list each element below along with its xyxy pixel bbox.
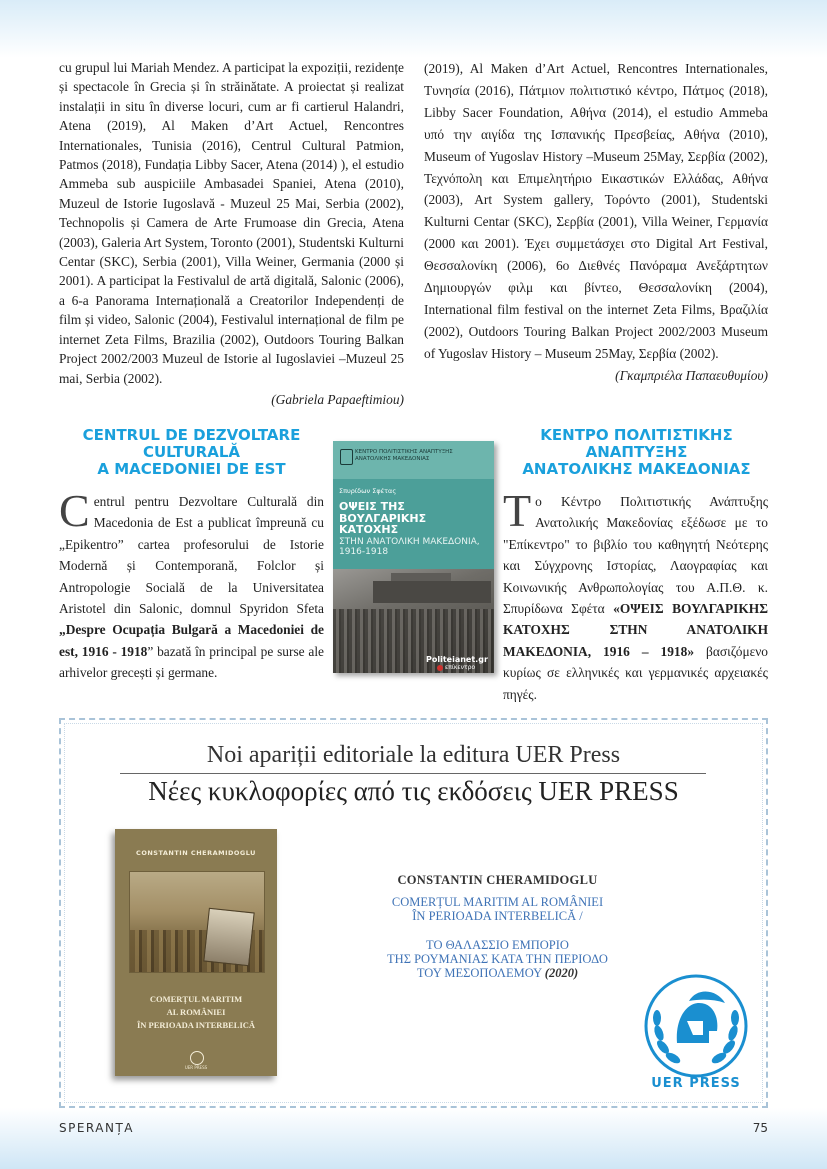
page-header-gradient bbox=[0, 0, 827, 58]
centre-ro-heading-line: CENTRUL DE DEZVOLTARE bbox=[82, 426, 301, 444]
drop-cap: C bbox=[59, 485, 90, 536]
book-info-title-line: ΤΗΣ ΡΟΥΜΑΝΙΑΣ ΚΑΤΑ ΤΗΝ ΠΕΡΙΟΔΟ bbox=[387, 952, 608, 966]
publisher-seal-icon bbox=[340, 449, 353, 465]
book-info-author: CONSTANTIN CHERAMIDOGLU bbox=[397, 873, 598, 887]
page-number: 75 bbox=[752, 1121, 768, 1135]
book-info-title-line: COMERȚUL MARITIM AL ROMÂNIEI bbox=[391, 895, 604, 909]
book-cover-title-line: AL ROMÂNIEI bbox=[166, 1007, 226, 1017]
book-cover-title bbox=[115, 993, 277, 1032]
book-info-year: (2020) bbox=[544, 966, 579, 980]
book-cover-title-line: ÎN PERIOADA INTERBELICĂ bbox=[136, 1020, 256, 1030]
book-cover-occupation bbox=[333, 441, 494, 673]
book-info-title-line: ÎN PERIOADA INTERBELICĂ / bbox=[412, 909, 583, 923]
announcement-divider bbox=[120, 773, 706, 774]
centre-gr-text-end: βασιζόμενο κυρίως σε ελληνικές και γερμανικές αρχειακές πηγές. bbox=[503, 643, 768, 702]
centre-ro-text: entrul pentru Dezvoltare Culturală din Macedonia de Est a publicat împreună cu „Epikentro” cartea profesorului de Istorie Modernă și Contemporană, Folclor și Antropologie Socială de la Universitatea Aristotel din Salonic, domnul Spyridon Sfeta bbox=[59, 494, 324, 617]
book-info-title-ro bbox=[340, 895, 655, 923]
book-info-title-line-last bbox=[340, 966, 655, 980]
centre-ro-heading-line: CULTURALĂ bbox=[142, 443, 240, 461]
page-footer-gradient bbox=[0, 1108, 827, 1169]
centre-ro-heading bbox=[59, 427, 324, 478]
article-ro-text: cu grupul lui Mariah Mendez. A participat la expoziții, rezidențe și spectacole în Grecia și în străinătate. A proiectat și realizat instalații in situ în diverse locuri, cum ar fi cartierul Halandri, Atena (2019), Al Maken d’Art Actuel, Rencontres Internationales, Tunisia (2016), Centrul Cultural Patmion, Patmos (2018), Fundația Libby Sacer, Atena (2014) ), el estudio Ammeba sub auspiciile Ambasadei Spaniei, Atena (2010), Muzeul de Istorie Iugoslavă - Muzeul 25 Mai, Serbia (2002), Technopolis și Camera de Arte Frumoase din Grecia, Atena (2003), Galeria Art System, Toronto (2001), Studentski Kulturni Centar (SKC), Serbia (2001), Villa Weiner, Germania (2000 și 2001). A participat la Festivalul de artă digitală, Salonic (2006), a 6-a Panorama Internațională a Creatorilor Independenți de film și video, Salonic (2004), Festivalul internațional de film pe internet Zeta Films, Brazilia (2002), Outdoors Touring Balkan Project 2002/2003 Muzeul de Istorie al Iugoslaviei –Muzeul 25 mai, Serbia (2002). bbox=[59, 60, 404, 386]
book-cover-title-line: COMERȚUL MARITIM bbox=[149, 994, 243, 1004]
announcement-title-gr: Νέες κυκλοφορίες από τις εκδόσεις UER PRESS bbox=[148, 776, 679, 806]
book-cover-publisher: ΚΕΝΤΡΟ ΠΟΛΙΤΙΣΤΙΚΗΣ ΑΝΑΠΤΥΞΗΣ ΑΝΑΤΟΛΙΚΗΣ ΜΑΚΕΔΟΝΙΑΣ bbox=[355, 449, 453, 462]
uer-press-logo bbox=[637, 973, 755, 1091]
centre-ro-book-title: „Despre Ocupația Bulgară a Macedoniei de est, 1916 - 1918 bbox=[59, 622, 324, 659]
epikentro-logo-icon bbox=[437, 665, 443, 671]
article-ro-column bbox=[59, 58, 404, 409]
centre-gr-heading-line: ΚΕΝΤΡΟ ΠΟΛΙΤΙΣΤΙΚΗΣ bbox=[540, 426, 733, 444]
centre-gr-text: ο Κέντρο Πολιτιστικής Ανάπτυξης Ανατολικής Μακεδονίας εξέδωσε με το "Επίκεντρο" το βιβλίο του καθηγητή Νεότερης και Σύγχρονης Ιστορίας, Λαογραφίας και Κοινωνικής Ανθρωπολογίας του Α.Π.Θ. κ. Σπυρίδωνα Σφέτα bbox=[503, 494, 768, 617]
book-cover-subtitle: ΣΤΗΝ ΑΝΑΤΟΛΙΚΗ ΜΑΚΕΔΟΝΙΑ, 1916-1918 bbox=[339, 537, 480, 557]
helmet-icon bbox=[677, 991, 725, 1043]
centre-gr-heading-line: ΑΝΑΠΤΥΞΗΣ bbox=[585, 443, 688, 461]
footer-magazine: SPERANȚA bbox=[59, 1121, 135, 1135]
book-cover-maritime bbox=[115, 829, 277, 1076]
article-gr-text: (2019), Al Maken d’Art Actuel, Rencontres Internationales, Τυνησία (2016), Πάτμιον πολιτιστικό κέντρο, Πάτμος (2018), Libby Sacer Foundation, Αθήνα (2014), el estudio Ammeba υπό την αιγίδα της Ισπανικής Πρεσβείας, Αθήνα (2010), Museum of Yugoslav History –Museum 25May, Σερβία (2002), Τεχνόπολη και Επιμελητήριο Εικαστικών Ελλάδας, Αθήνα (2003), Art System gallery, Τορόντο (2001), Studentski Kulturni Centar (SKC), Σερβία (2001), Villa Weiner, Γερμανία (2000 και 2001). Έχει συμμετάσχει στο Digital Art Festival, Θεσσαλονίκη (2006), 6ο Διεθνές Πανόραμα Ανεξάρτητων Δημιουργών φιλμ και βίντεο, Θεσσαλονίκη (2004), International film festival on the internet Zeta Films, Βραζιλία (2002), Outdoors Touring Balkan Project 2002/2003 Museum of Yugoslav History – Museum 25May, Σερβία (2002). bbox=[424, 61, 768, 361]
book-info-title-text: ΤΟΥ ΜΕΣΟΠΟΛΕΜΟΥ bbox=[416, 966, 542, 980]
article-gr-column bbox=[424, 58, 768, 387]
book-cover-author: CONSTANTIN CHERAMIDOGLU bbox=[136, 849, 256, 857]
photo-train bbox=[373, 581, 491, 603]
centre-ro-heading-line: A MACEDONIEI DE EST bbox=[97, 460, 286, 478]
book-cover-author: Σπυρίδων Σφέτας bbox=[339, 487, 397, 495]
book-cover-photo bbox=[129, 871, 265, 973]
book-info-title-line: ΤΟ ΘΑΛΑΣΣΙΟ ΕΜΠΟΡΙΟ bbox=[426, 938, 569, 952]
article-gr-signature: (Γκαμπριέλα Παπαευθυμίου) bbox=[615, 367, 768, 383]
announcement-title-ro: Noi apariții editoriale la editura UER Press bbox=[206, 742, 621, 768]
drop-cap: Τ bbox=[503, 485, 532, 536]
book-cover-photo bbox=[333, 569, 494, 673]
centre-gr-book-title: «ΟΨΕΙΣ ΒΟΥΛΓΑΡΙΚΗΣ ΚΑΤΟΧΗΣ ΣΤΗΝ ΑΝΑΤΟΛΙΚΗ ΜΑΚΕΔΟΝΙΑ, 1916 – 1918» bbox=[503, 601, 768, 659]
centre-gr-heading bbox=[505, 427, 768, 478]
book-info-title-gr bbox=[340, 938, 655, 980]
publisher-logo-icon bbox=[190, 1051, 204, 1065]
centre-ro-paragraph bbox=[59, 485, 324, 684]
photo-ship bbox=[203, 908, 254, 967]
book-cover-logo: επίκεντρο bbox=[445, 664, 476, 671]
centre-gr-paragraph bbox=[503, 485, 768, 705]
book-cover-title: ΟΨΕΙΣ ΤΗΣ ΒΟΥΛΓΑΡΙΚΗΣ ΚΑΤΟΧΗΣ bbox=[339, 500, 427, 536]
article-ro-signature: (Gabriela Papaeftimiou) bbox=[271, 391, 404, 407]
centre-ro-text-end: ” bazată în principal pe surse ale arhivelor grecești și germane. bbox=[59, 643, 324, 681]
watermark-site: Politeianet.gr bbox=[426, 655, 488, 664]
centre-gr-heading-line: ΑΝΑΤΟΛΙΚΗΣ ΜΑΚΕΔΟΝΙΑΣ bbox=[522, 460, 751, 478]
book-cover-logo-text: UER PRESS bbox=[184, 1065, 208, 1070]
logo-text: UER PRESS bbox=[651, 1076, 741, 1091]
